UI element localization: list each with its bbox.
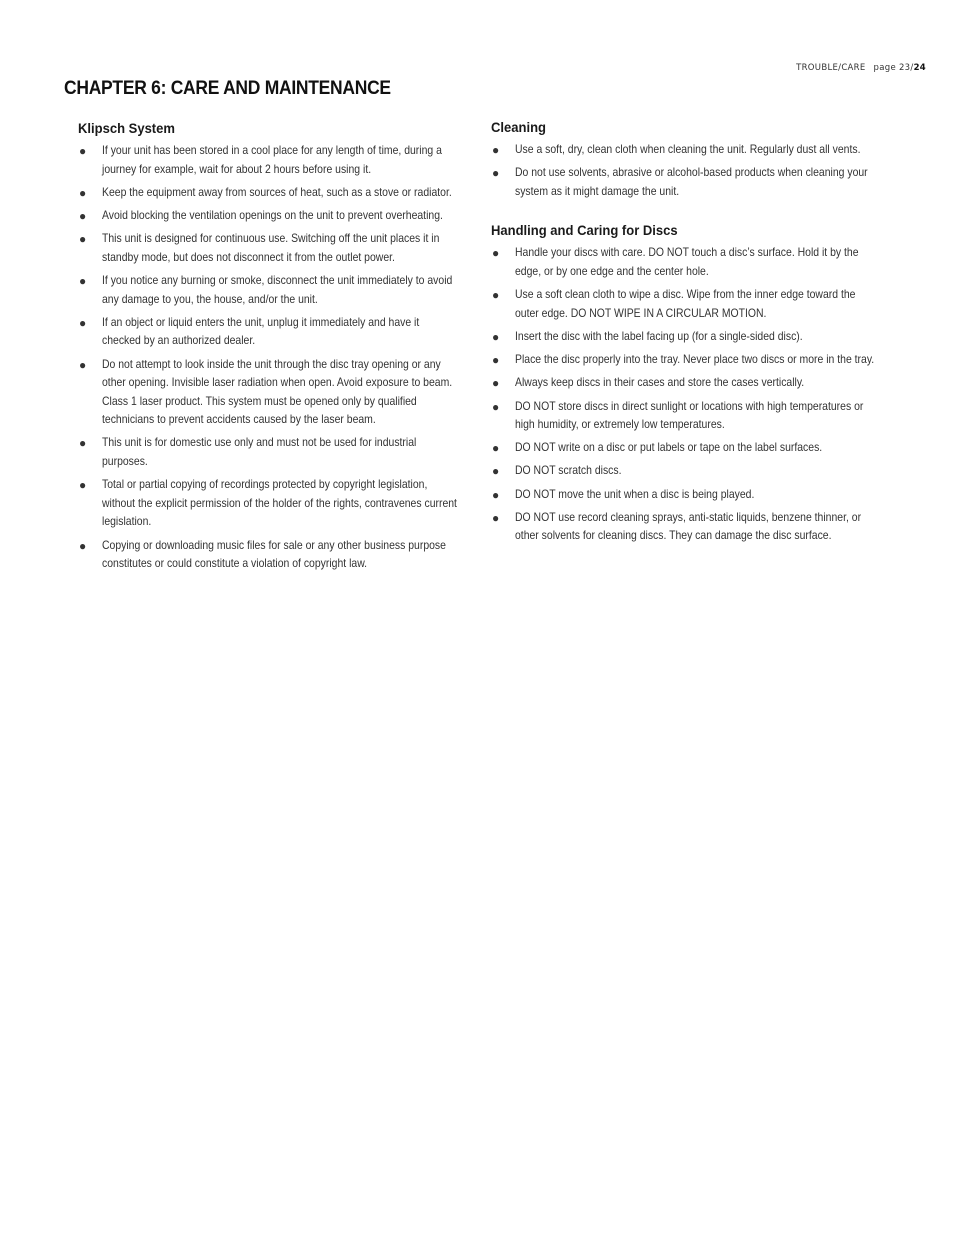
bullet-icon: ● [492, 441, 500, 456]
bullet-icon: ● [79, 357, 87, 372]
list-item: ● Copying or downloading music files for sale or any other business purpose constitutes or could constitute a violation of copyright law. [79, 538, 446, 571]
bullet-icon: ● [79, 232, 87, 247]
list-item: ● DO NOT use record cleaning sprays, anti-static liquids, benzene thinner, or other solvents for cleaning discs. They can damage the disc surface. [492, 510, 862, 543]
bullet-icon: ● [492, 166, 500, 181]
cleaning-list [491, 141, 876, 201]
list-item: ● DO NOT write on a disc or put labels or tape on the label surfaces. [491, 439, 876, 458]
list-item: ● If you notice any burning or smoke, disconnect the unit immediately to avoid any damage to you, the house, and/or the unit. [79, 273, 453, 306]
bullet-icon: ● [79, 315, 87, 330]
right-column [491, 119, 876, 551]
bullet-icon: ● [492, 464, 500, 479]
list-item: ● This unit is for domestic use only and must not be used for industrial purposes. [79, 436, 417, 469]
list-item: ● Do not use solvents, abrasive or alcohol-based products when cleaning your system as it might damage the unit. [492, 166, 868, 198]
bullet-icon: ● [79, 436, 87, 451]
bullet-icon: ● [79, 208, 87, 223]
bullet-icon: ● [492, 143, 500, 157]
bullet-icon: ● [492, 376, 500, 391]
klipsch-system-heading: Klipsch System [78, 120, 175, 136]
bullet-icon: ● [79, 478, 87, 493]
bullet-icon: ● [492, 246, 500, 261]
list-item: ● DO NOT store discs in direct sunlight or locations with high temperatures or high humidity, or extremely low temperatures. [492, 399, 864, 432]
list-item: ● If an object or liquid enters the unit, unplug it immediately and have it checked by an authorized dealer. [79, 315, 420, 348]
list-item: ● This unit is designed for continuous use. Switching off the unit places it in standby mode, but does not disconnect it from the outlet power. [79, 232, 440, 264]
list-item: ● Use a soft clean cloth to wipe a disc. Wipe from the inner edge toward the outer edge. DO NOT WIPE IN A CIRCULAR MOTION. [492, 288, 856, 320]
bullet-icon: ● [79, 144, 87, 158]
section-label: TROUBLE/CARE [796, 63, 866, 73]
list-item: ● Total or partial copying of recordings protected by copyright legislation, without the explicit permission of the holder of the rights, contravenes current legislation. [79, 478, 457, 529]
bullet-icon: ● [492, 353, 500, 368]
bullet-icon: ● [492, 510, 500, 525]
bullet-icon: ● [492, 399, 500, 414]
list-item: ● Place the disc properly into the tray. Never place two discs or more in the tray. [491, 351, 876, 370]
bullet-icon: ● [79, 538, 87, 553]
page-total: 24 [913, 63, 926, 73]
list-item: ● Handle your discs with care. DO NOT touch a disc’s surface. Hold it by the edge, or by one edge and the center hole. [492, 246, 859, 278]
bullet-icon: ● [79, 185, 87, 200]
list-item: ● Avoid blocking the ventilation openings on the unit to prevent overheating. [78, 207, 458, 226]
list-item: ● If your unit has been stored in a cool place for any length of time, during a journey for example, wait for about 2 hours before using it. [79, 144, 442, 176]
bullet-icon: ● [492, 487, 500, 502]
list-item: ● Insert the disc with the label facing up (for a single-sided disc). [491, 328, 876, 347]
page-title: CHAPTER 6: CARE AND MAINTENANCE [64, 78, 391, 99]
bullet-icon: ● [79, 273, 87, 288]
discs-heading: Handling and Caring for Discs [491, 222, 678, 239]
list-item: ● Keep the equipment away from sources of heat, such as a stove or radiator. [78, 184, 458, 203]
list-item: ● Do not attempt to look inside the unit through the disc tray opening or any other opening. Invisible laser radiation when open. Avoid exposure to beam. Class 1 laser product. This system must be opened only by qualified technicians to prevent accidents caused by the laser beam. [79, 357, 453, 427]
discs-list [491, 244, 876, 546]
klipsch-system-list [78, 142, 458, 574]
list-item: ● Use a soft, dry, clean cloth when cleaning the unit. Regularly dust all vents. [491, 141, 876, 160]
list-item: ● Always keep discs in their cases and store the cases vertically. [491, 374, 876, 393]
left-column [78, 120, 458, 578]
bullet-icon: ● [492, 329, 500, 344]
list-item: ● DO NOT scratch discs. [491, 462, 876, 481]
bullet-icon: ● [492, 288, 500, 303]
list-item: ● DO NOT move the unit when a disc is being played. [491, 486, 876, 505]
page-label: page 23/ [873, 63, 914, 73]
page-header-nav [796, 63, 926, 73]
cleaning-heading: Cleaning [491, 119, 546, 135]
